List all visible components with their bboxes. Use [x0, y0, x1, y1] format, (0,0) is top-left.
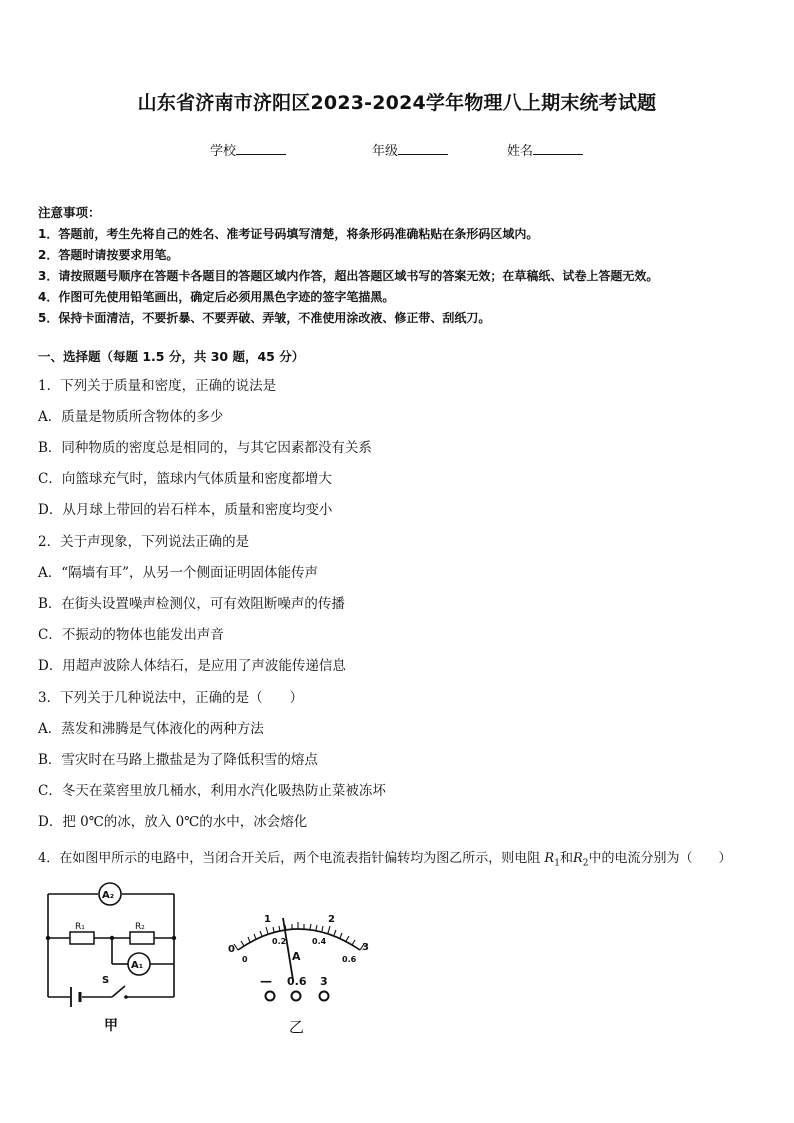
resistor-r1: [70, 932, 94, 944]
resistor-r1-symbol: [544, 851, 560, 869]
terminal-negative: [266, 992, 275, 1001]
ammeter-a1-label: A₁: [131, 960, 144, 971]
school-blank[interactable]: [236, 141, 286, 155]
notice-heading: 注意事项：: [38, 205, 101, 220]
dial-ticks: [234, 922, 364, 950]
question-3-stem: 3．下列关于几种说法中，正确的是（ ）: [38, 690, 304, 706]
switch-label: S: [102, 975, 110, 986]
notice-item: 1．答题前，考生先将自己的姓名、准考证号码填写清楚，将条形码准确粘贴在条形码区域内。: [38, 227, 539, 241]
question-1-option-c: C．向篮球充气时，篮球内气体质量和密度都增大: [38, 471, 332, 487]
circuit-diagram-jia: [40, 880, 190, 1040]
r2-letter: R: [572, 851, 583, 866]
name-field: [507, 140, 583, 159]
dial-inner-label: 0: [242, 955, 248, 964]
dial-inner-label: 0.2: [272, 937, 287, 946]
figure-jia-caption: 甲: [104, 1018, 118, 1034]
notice-item: 3．请按照题号顺序在答题卡各题目的答题区域内作答，超出答题区域书写的答案无效；在草稿纸、试卷上答题无效。: [38, 269, 659, 283]
figure-yi-caption: 乙: [289, 1018, 305, 1036]
dial-outer-label: 2: [328, 914, 335, 925]
question-3-option-d: D．把 0℃的冰，放入 0℃的水中，冰会熔化: [38, 814, 308, 830]
question-3-option-c: C．冬天在菜窖里放几桶水，利用水汽化吸热防止菜被冻坏: [38, 783, 386, 799]
terminal-3: [320, 992, 329, 1001]
name-label: 姓名: [507, 144, 534, 159]
junction-dot: [46, 936, 50, 940]
school-field: [210, 140, 286, 159]
dial-unit-label: A: [292, 950, 301, 963]
junction-dot: [110, 936, 114, 940]
and-word: 和: [559, 851, 573, 866]
switch-contact: [124, 995, 128, 999]
question-4-stem-part-b: 中的电流分别为（ ）: [588, 851, 732, 866]
question-1-option-b: B．同种物质的密度总是相同的，与其它因素都没有关系: [38, 440, 372, 456]
dial-outer-label: 3: [362, 942, 369, 953]
question-2-option-d: D．用超声波除人体结石，是应用了声波能传递信息: [38, 658, 346, 674]
question-2-option-a: A．“隔墙有耳”，从另一个侧面证明固体能传声: [38, 565, 319, 581]
resistor-r2-label: R₂: [135, 922, 145, 932]
ammeter-dial-yi: [220, 900, 380, 1040]
r1-subscript: 1: [554, 858, 560, 869]
dial-outer-label: 0: [228, 944, 235, 955]
question-1-option-a: A．质量是物质所含物体的多少: [38, 409, 224, 425]
dial-scale-arc: [238, 929, 360, 950]
student-info-fields: [0, 140, 794, 160]
notice-item: 2．答题时请按要求用笔。: [38, 248, 179, 262]
terminal-label: —: [260, 974, 272, 988]
name-blank[interactable]: [533, 141, 583, 155]
question-1-option-d: D．从月球上带回的岩石样本，质量和密度均变小: [38, 502, 333, 518]
question-4-stem-part-a: 4．在如图甲所示的电路中，当闭合开关后，两个电流表指针偏转均为图乙所示，则电阻: [38, 851, 541, 866]
terminal-label: 3: [320, 975, 328, 988]
dial-inner-label: 0.4: [312, 937, 327, 946]
ammeter-a2-label: A₂: [102, 890, 115, 901]
school-label: 学校: [210, 144, 237, 159]
terminal-0-6: [292, 992, 301, 1001]
grade-label: 年级: [372, 144, 399, 159]
notice-item: 4．作图可先使用铅笔画出，确定后必须用黑色字迹的签字笔描黑。: [38, 290, 395, 304]
terminal-label: 0.6: [287, 975, 307, 988]
question-2-option-b: B．在街头设置噪声检测仪，可有效阻断噪声的传播: [38, 596, 345, 612]
resistor-r2-symbol: [572, 851, 589, 869]
r1-letter: R: [544, 851, 555, 866]
grade-field: [372, 140, 448, 159]
resistor-r1-label: R₁: [75, 922, 85, 932]
page-title: 山东省济南市济阳区2023-2024学年物理八上期末统考试题: [137, 92, 657, 114]
question-4-stem: [38, 847, 778, 869]
resistor-r2: [130, 932, 154, 944]
notice-list: [38, 224, 778, 329]
question-3-option-b: B．雪灾时在马路上撒盐是为了降低积雪的熔点: [38, 752, 318, 768]
dial-inner-label: 0.6: [342, 955, 357, 964]
dial-outer-label: 1: [264, 914, 271, 925]
question-2-option-c: C．不振动的物体也能发出声音: [38, 627, 224, 643]
section-heading: 一、选择题（每题 1.5 分，共 30 题，45 分）: [38, 349, 305, 364]
r2-subscript: 2: [582, 858, 589, 869]
grade-blank[interactable]: [398, 141, 448, 155]
question-2-stem: 2．关于声现象，下列说法正确的是: [38, 534, 250, 550]
notice-item: 5．保持卡面清洁，不要折暴、不要弄破、弄皱，不准使用涂改液、修正带、刮纸刀。: [38, 311, 491, 325]
junction-dot: [172, 936, 176, 940]
question-3-option-a: A．蒸发和沸腾是气体液化的两种方法: [38, 721, 264, 737]
question-1-stem: 1．下列关于质量和密度，正确的说法是: [38, 378, 277, 394]
